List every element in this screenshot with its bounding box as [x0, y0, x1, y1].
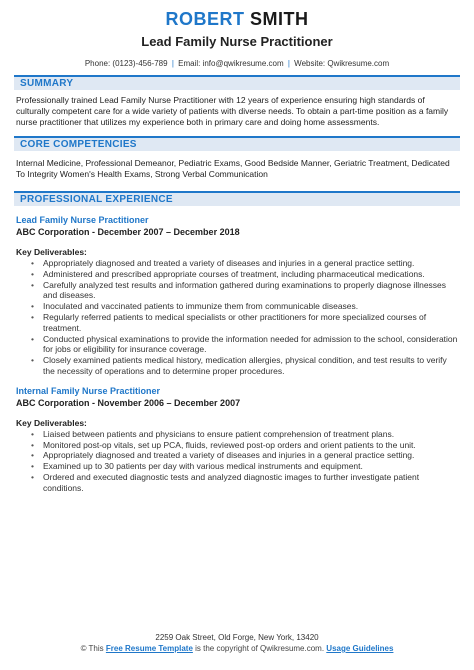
- summary-section: [14, 75, 460, 127]
- experience-section: [14, 191, 460, 494]
- contact-phone: Phone: (0123)-456-789: [84, 59, 168, 68]
- list-item: • Monitored post-op vitals, set up PCA, fluids, reviewed post-op orders and orient patients to the unit.: [26, 440, 460, 451]
- deliverables-list: [14, 429, 460, 494]
- footer-address: 2259 Oak Street, Old Forge, New York, 13420: [155, 633, 319, 642]
- job-title: Internal Family Nurse Practitioner: [16, 385, 161, 396]
- deliverables-list: [14, 258, 460, 377]
- contact-separator: |: [287, 59, 290, 68]
- usage-guidelines-link[interactable]: Usage Guidelines: [326, 644, 394, 653]
- contact-email[interactable]: Email: info@qwikresume.com: [178, 59, 284, 68]
- last-name: SMITH: [250, 9, 309, 29]
- list-item: • Examined up to 30 patients per day with various medical instruments and equipment.: [26, 461, 460, 472]
- contact-website[interactable]: Website: Qwikresume.com: [294, 59, 390, 68]
- footer-copyright: © This: [80, 644, 104, 653]
- list-item: • Appropriately diagnosed and treated a variety of diseases and injuries in a general practice setting.: [26, 450, 460, 461]
- page-footer: [0, 633, 474, 654]
- contact-separator: |: [171, 59, 174, 68]
- list-item: • Closely examined patients medical history, medication allergies, physical condition, and test results to verify the necessity of operations and to determine proper procedures.: [26, 355, 460, 377]
- list-item: • Inoculated and vaccinated patients to immunize them from communicable diseases.: [26, 301, 460, 312]
- summary-text: Professionally trained Lead Family Nurse Practitioner with 12 years of experience ensuring high standards of culturally competent care for a wide variety of patients with diverse needs. To obtain a part-time position as a family nurse practitioner that utilizes my experience both in primary care and doing home assessments.: [16, 95, 449, 127]
- list-item: • Appropriately diagnosed and treated a variety of diseases and injuries in a general practice setting.: [26, 258, 460, 269]
- job-company-dates: ABC Corporation - December 2007 – December 2018: [16, 226, 240, 237]
- experience-heading: PROFESSIONAL EXPERIENCE: [14, 191, 460, 206]
- job-entry: [14, 215, 460, 377]
- list-item: • Regularly referred patients to medical specialists or other practitioners for more specialized courses of treatment.: [26, 312, 460, 334]
- competencies-text: Internal Medicine, Professional Demeanor, Pediatric Exams, Good Bedside Manner, Geriatric Treatment, Dedicated To Integrity Women's Health Exams, Strong Verbal Communication: [16, 158, 450, 180]
- job-title: Lead Family Nurse Practitioner: [16, 214, 149, 225]
- list-item: • Conducted physical examinations to provide the information needed for admission to the school, consideration for jobs or eligibility for insurance coverage.: [26, 334, 460, 356]
- candidate-name: [0, 9, 474, 29]
- list-item: • Liaised between patients and physicians to ensure patient comprehension of treatment plans.: [26, 429, 460, 440]
- job-entry: [14, 386, 460, 494]
- footer-copyright-owner: is the copyright of Qwikresume.com.: [195, 644, 325, 653]
- list-item: • Administered and prescribed appropriate courses of treatment, including pharmaceutical medications.: [26, 269, 460, 280]
- candidate-role: Lead Family Nurse Practitioner: [141, 34, 333, 49]
- free-resume-template-link[interactable]: Free Resume Template: [105, 644, 193, 653]
- first-name: ROBERT: [165, 9, 245, 29]
- footer-copyright-line: [0, 644, 474, 654]
- job-company-dates: ABC Corporation - November 2006 – December 2007: [16, 397, 241, 408]
- key-deliverables-label: Key Deliverables:: [16, 417, 87, 428]
- key-deliverables-label: Key Deliverables:: [16, 246, 87, 257]
- contact-line: [0, 58, 474, 69]
- competencies-section: [14, 136, 460, 180]
- list-item: • Carefully analyzed test results and information gathered during examinations to properly diagnose illnesses and diseases.: [26, 280, 460, 302]
- competencies-heading: CORE COMPETENCIES: [14, 136, 460, 151]
- resume-header: [0, 0, 474, 69]
- list-item: • Ordered and executed diagnostic tests and analyzed diagnostic images to further investigate patient conditions.: [26, 472, 460, 494]
- summary-heading: SUMMARY: [14, 75, 460, 90]
